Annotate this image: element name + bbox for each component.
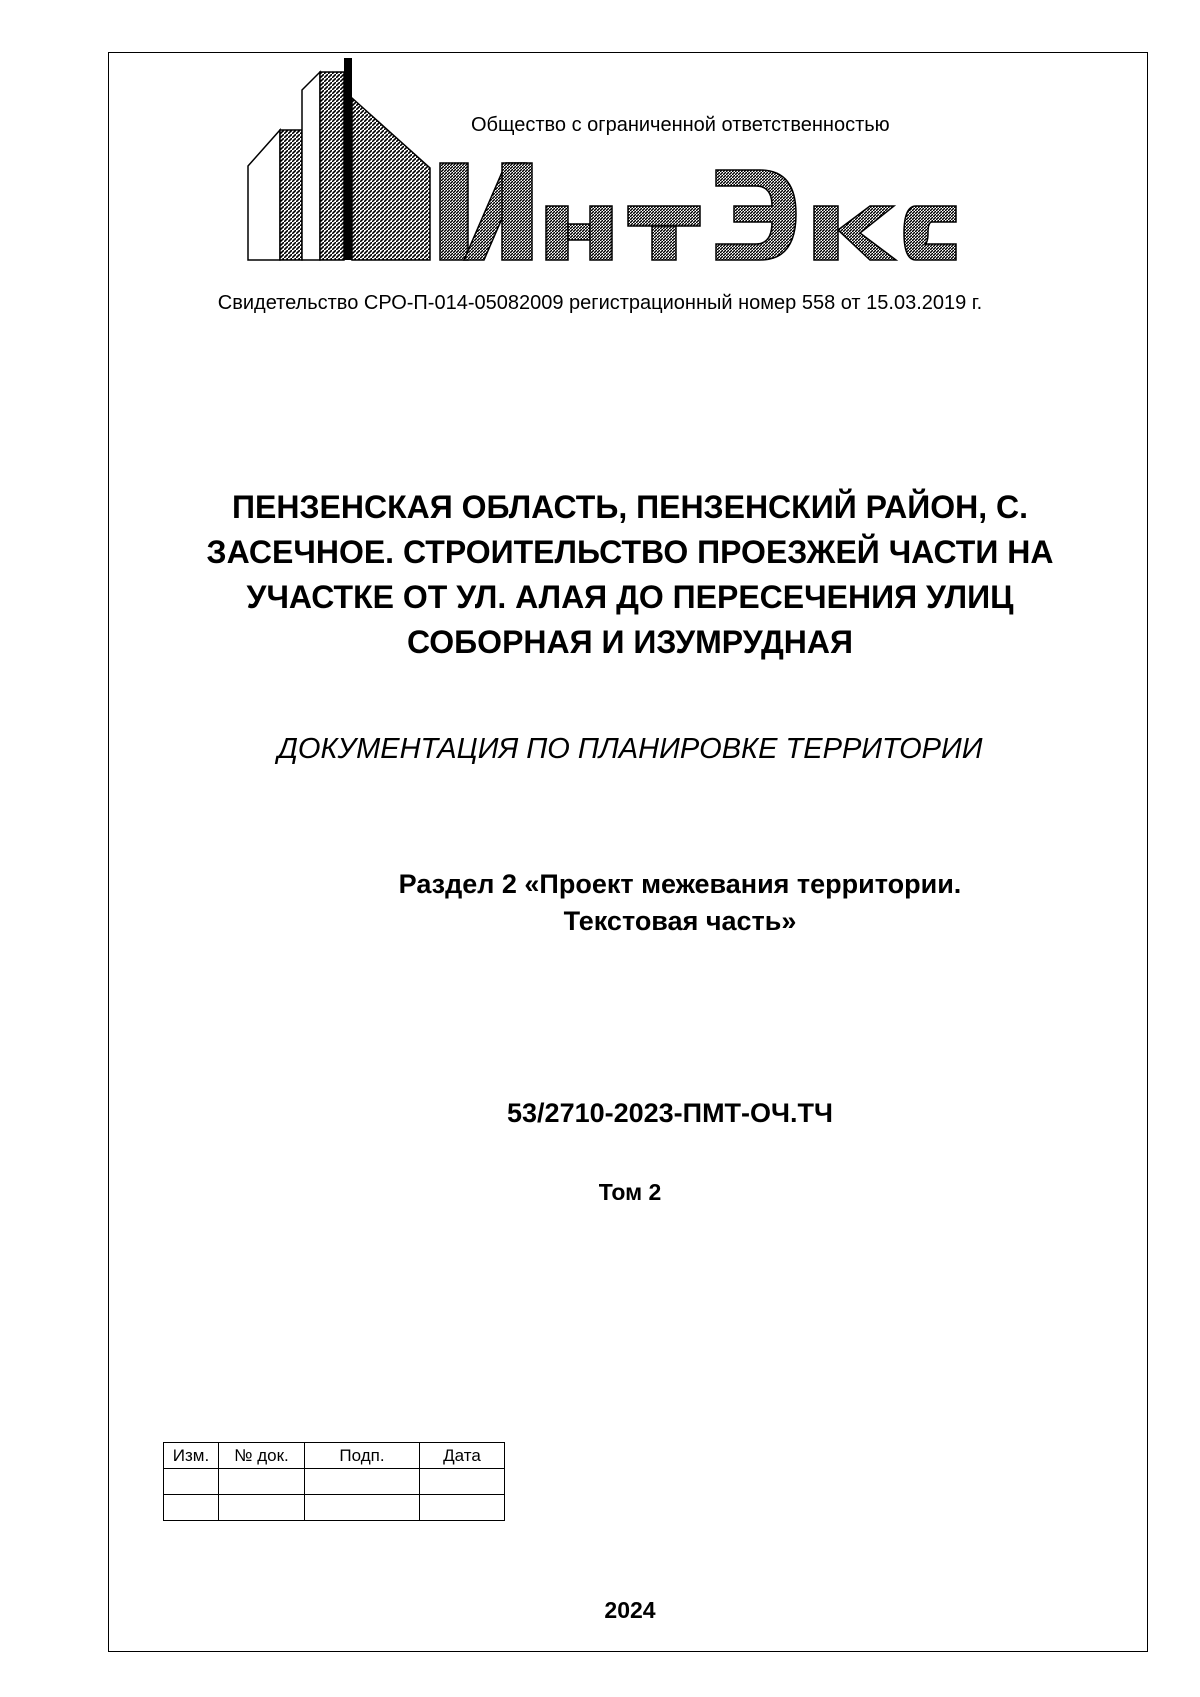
title-line: СОБОРНАЯ И ИЗУМРУДНАЯ [406,624,854,660]
title-line: ПЕНЗЕНСКАЯ ОБЛАСТЬ, ПЕНЗЕНСКИЙ РАЙОН, С. [232,489,1028,525]
revision-stamp-table [163,1442,505,1521]
header-cell-signature: Подп. [305,1443,420,1469]
volume-number: Том 2 [598,1179,662,1205]
documentation-type: ДОКУМЕНТАЦИЯ ПО ПЛАНИРОВКЕ ТЕРРИТОРИИ [277,733,983,765]
company-logo [240,58,1030,268]
section-title [300,866,1060,940]
section-line-2: Текстовая часть» [563,906,797,936]
building-icon [248,58,430,260]
title-line: ЗАСЕЧНОЕ. СТРОИТЕЛЬСТВО ПРОЕЗЖЕЙ ЧАСТИ НА [206,534,1054,570]
table-cell [219,1495,305,1521]
table-row [164,1495,505,1521]
stamp-header-row [164,1443,505,1469]
header-cell-change: Изм. [164,1443,219,1469]
table-cell [305,1469,420,1495]
header-cell-date: Дата [420,1443,505,1469]
table-cell [305,1495,420,1521]
document-code: 53/2710-2023-ПМТ-ОЧ.ТЧ [507,1098,833,1128]
sro-certificate: Свидетельство СРО-П-014-05082009 регистрационный номер 558 от 15.03.2019 г. [217,292,983,314]
table-cell [420,1469,505,1495]
table-cell [420,1495,505,1521]
table-cell [219,1469,305,1495]
org-legal-form: Общество с ограниченной ответственностью [471,114,890,136]
document-title [150,485,1110,665]
title-line: УЧАСТКЕ ОТ УЛ. АЛАЯ ДО ПЕРЕСЕЧЕНИЯ УЛИЦ [246,579,1014,615]
section-line-1: Раздел 2 «Проект межевания территории. [398,869,962,899]
document-year: 2024 [604,1597,656,1623]
header-cell-doc-no: № док. [219,1443,305,1469]
table-cell [164,1495,219,1521]
logo-wordmark [440,163,956,260]
table-row [164,1469,505,1495]
table-cell [164,1469,219,1495]
